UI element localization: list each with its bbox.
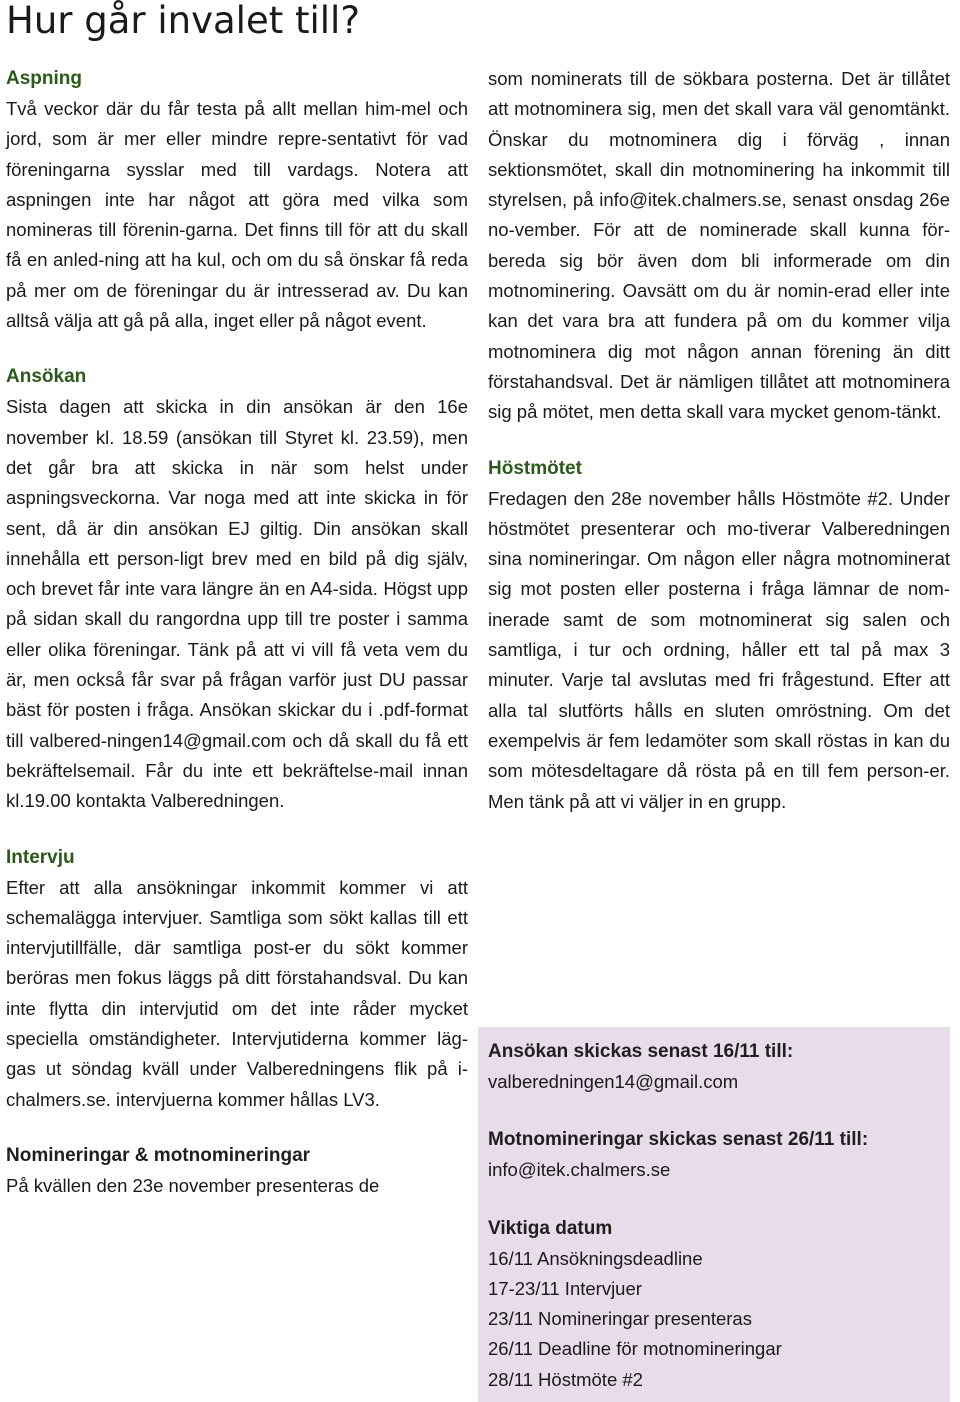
date-item: 23/11 Nomineringar presenteras [488, 1308, 752, 1330]
date-item: 16/11 Ansökningsdeadline [488, 1247, 703, 1269]
section-intervju [6, 843, 468, 1115]
motnominering-deadline-group [488, 1125, 940, 1185]
key-info-box [478, 1027, 950, 1402]
section-continuation [488, 64, 950, 428]
important-dates-group [488, 1214, 940, 1395]
intervju-body: Efter att alla ansökningar inkommit kommer vi att schemalägga intervjuer. Samtliga som sökt kallas till ett intervjutillfälle, där samtliga post-er du sökt kommer beröras men fokus läggs på ditt förstahandsval. Du kan inte flytta din intervjutid om det inte råder mycket speciella omständigheter. Intervjutiderna kommer läg-gas ut söndag kväll under Valberedningens flik på i-chalmers.se. intervjuerna kommer hållas LV3. [6, 876, 468, 1110]
date-item: 28/11 Höstmöte #2 [488, 1368, 643, 1390]
section-nomineringar [6, 1141, 468, 1201]
ansokan-email: valberedningen14@gmail.com [488, 1071, 739, 1092]
left-column [6, 64, 468, 1227]
important-dates-heading: Viktiga datum [488, 1217, 613, 1239]
aspning-body: Två veckor där du får testa på allt mellan him-mel och jord, som är mer eller mindre repre-sentativt för vad föreningarna sysslar med till vardags. Notera att aspningen inte har något att göra med vilka som nomineras till förenin-garna. Det finns till för att du skall få en anled-ning att ha kul, och om du så önskar få reda på mer om de föreningar du är intresserad av. Du kan alltså välja att gå på alla, inget eller på något event. [6, 98, 468, 332]
intervju-heading: Intervju [6, 846, 75, 868]
section-aspning [6, 64, 468, 336]
date-item: 26/11 Deadline för motnomineringar [488, 1338, 782, 1360]
right-column [488, 64, 950, 843]
section-hostmotet [488, 454, 950, 817]
hostmotet-heading: Höstmötet [488, 457, 582, 479]
page-title: Hur går invalet till? [6, 0, 360, 42]
nomineringar-body: På kvällen den 23e november presenteras de [6, 1174, 380, 1196]
ansokan-deadline-group [488, 1037, 940, 1097]
nomineringar-heading: Nomineringar & motnomineringar [6, 1144, 311, 1166]
section-ansokan [6, 362, 468, 816]
ansokan-body: Sista dagen att skicka in din ansökan är den 16e november kl. 18.59 (ansökan till Styret kl. 23.59), men det går bra att skicka in när som helst under aspningsveckorna. Var noga med att inte skicka in för sent, då är din ansökan EJ giltig. Din ansökan skall innehålla ett person-ligt brev med en bild på dig själv, och brevet får inte vara längre än en A4-sida. Högst upp på sidan skall du rangordna upp till tre poster i samma eller olika föreningar. Tänk på att vi vill få veta vem du är, men också får svar på frågan varför just DU passar bäst för posten i fråga. Ansökan skickar du i .pdf-format till valbered-ningen14@gmail.com och då skall du få ett bekräftelsemail. Får du inte ett bekräftelse-mail innan kl.19.00 kontakta Valberedningen. [6, 396, 468, 812]
nomineringar-continuation: som nominerats till de sökbara posterna. Det är tillåtet att motnominera sig, men det skall vara väl genomtänkt. Önskar du motnominera dig i förväg , innan sektionsmötet, skall din motnominering ha inkommit till styrelsen, på info@itek.chalmers.se, senast onsdag 26e no-vember. För att de nominerade skall kunna för-bereda sig bör även dom bli informerade om din motnominering. Oavsätt om du är nomin-erad eller inte kan det vara bra att fundera på om du kommer vilja motnominera dig mot någon annan förening än ditt förstahandsval. Det är nämligen tillåtet att motnominera sig på mötet, men detta skall vara mycket genom-tänkt. [488, 68, 950, 423]
motnominering-email: info@itek.chalmers.se [488, 1159, 671, 1181]
aspning-heading: Aspning [6, 68, 82, 89]
date-item: 17-23/11 Intervjuer [488, 1277, 642, 1299]
motnominering-deadline-heading: Motnomineringar skickas senast 26/11 till: [488, 1129, 869, 1151]
ansokan-deadline-heading: Ansökan skickas senast 16/11 till: [488, 1041, 794, 1062]
ansokan-heading: Ansökan [6, 366, 87, 388]
important-dates-list [488, 1244, 940, 1395]
hostmotet-body: Fredagen den 28e november hålls Höstmöte #2. Under höstmötet presenterar och mo-tiverar Valberedningen sina nomineringar. Om någon eller några motnominerat sig mot posten eller posterna i fråga lämnar de nom-inerade samt de som motnominerat sig salen och samtliga, i tur och ordning, håller ett tal på max 3 minuter. Varje tal avslutas med fri frågestund. Efter att alla tal slutförts hålls en sluten omröstning. Om det exempelvis är fem ledamöter som skall röstas in kan du som mötesdeltagare då rösta på en till fem person-er. Men tänk på att vi väljer in en grupp. [488, 487, 950, 812]
